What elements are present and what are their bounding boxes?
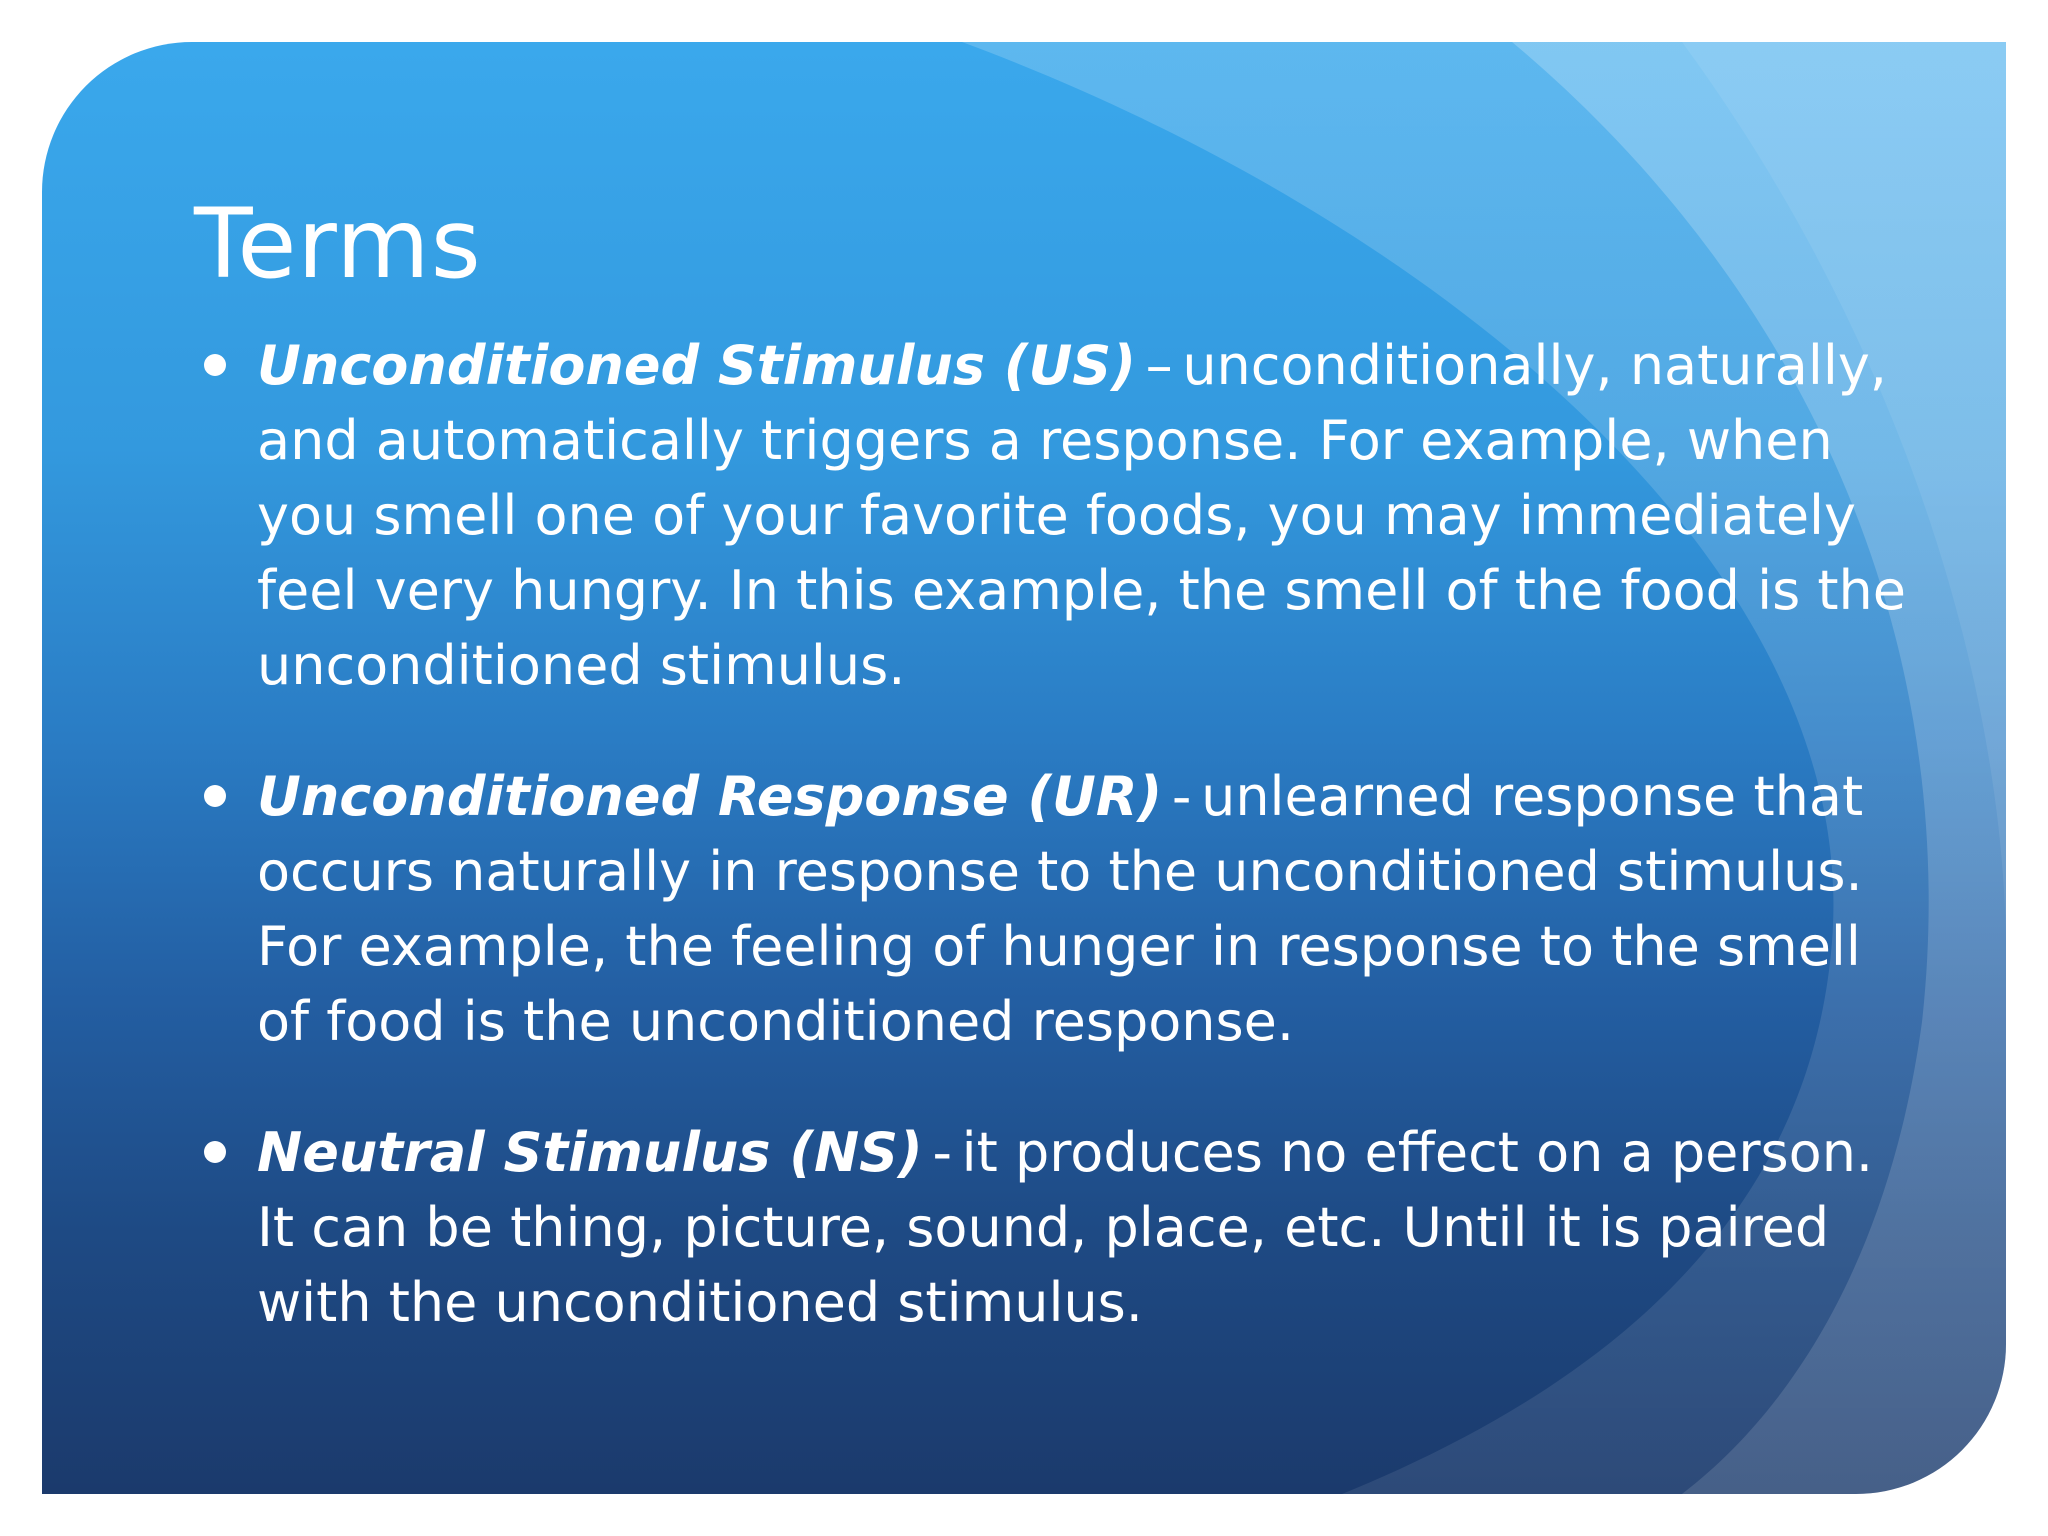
definition-unconditioned-stimulus: unconditionally, naturally, and automatically triggers a response. For example, when you smell one of your favorite foods, you may immediately feel very hungry. In this example, the smell of the food is the unconditioned stimulus. xyxy=(257,334,1907,697)
bullet-list xyxy=(194,328,1914,1396)
bullet-unconditioned-stimulus xyxy=(194,328,1914,703)
bullet-neutral-stimulus xyxy=(194,1115,1914,1340)
term-separator: - xyxy=(932,1121,952,1184)
bullet-dot-icon xyxy=(204,785,226,807)
term-unconditioned-stimulus: Unconditioned Stimulus (US) xyxy=(257,334,1136,397)
bullet-dot-icon xyxy=(204,1141,226,1163)
term-separator: - xyxy=(1171,765,1192,828)
term-unconditioned-response: Unconditioned Response (UR) xyxy=(257,765,1163,828)
definition-neutral-stimulus: it produces no effect on a person. It can be thing, picture, sound, place, etc. Until it is paired with the unconditioned stimulus. xyxy=(257,1121,1874,1334)
definition-unconditioned-response: unlearned response that occurs naturally in response to the unconditioned stimulus. For example, the feeling of hunger in response to the smell of food is the unconditioned response. xyxy=(257,765,1864,1053)
term-separator: – xyxy=(1145,334,1173,397)
bullet-unconditioned-response xyxy=(194,759,1914,1059)
term-neutral-stimulus: Neutral Stimulus (NS) xyxy=(257,1121,923,1184)
bullet-dot-icon xyxy=(204,354,226,376)
slide-title: Terms xyxy=(194,188,482,300)
